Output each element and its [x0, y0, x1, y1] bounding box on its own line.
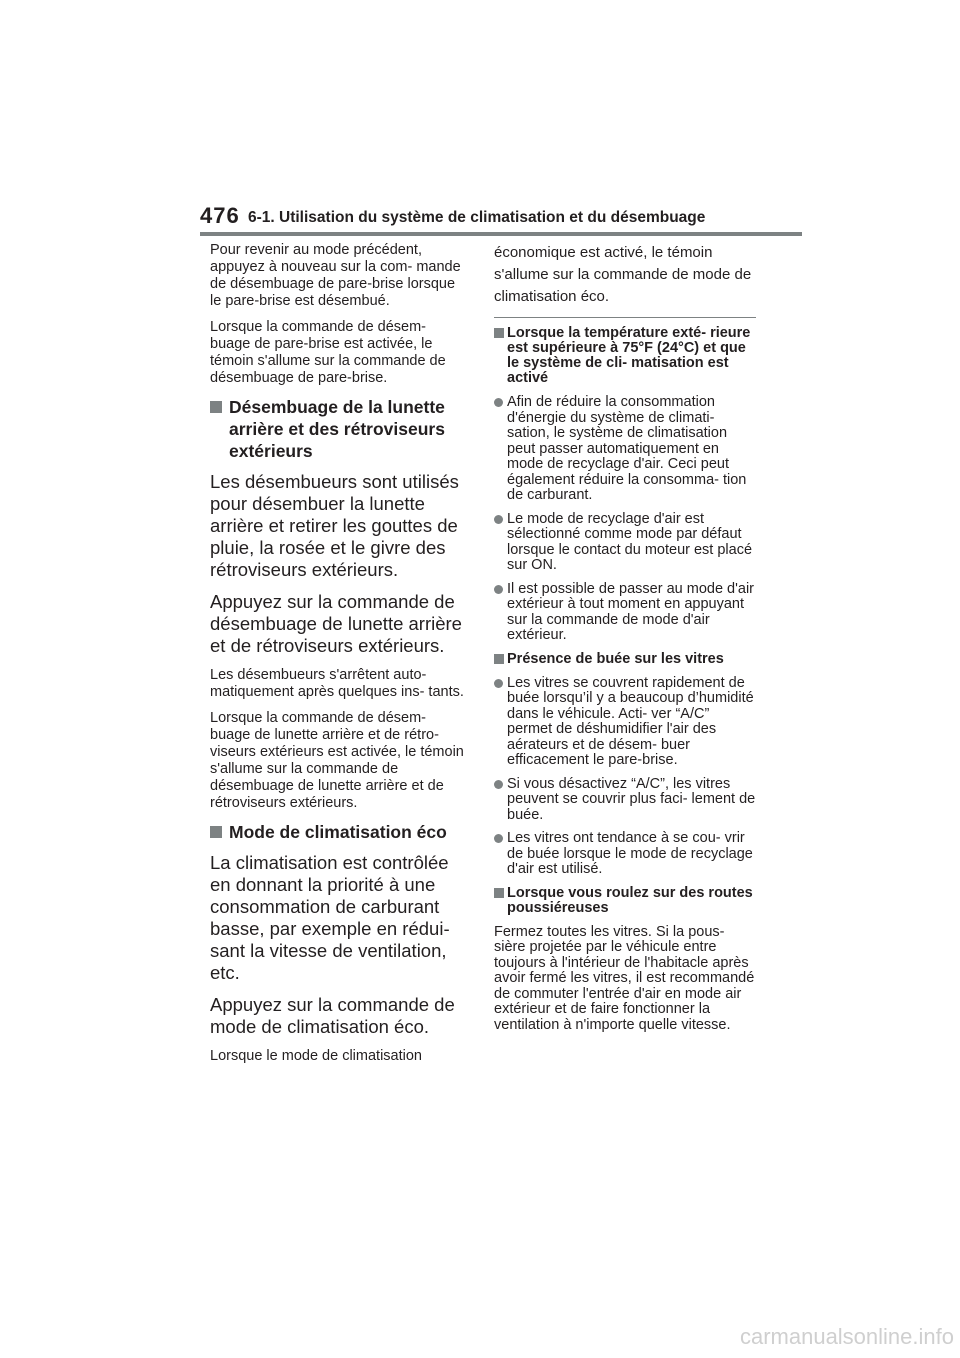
- square-bullet-icon: [494, 328, 504, 338]
- heading-text: Lorsque la température exté- rieure est supérieure à 75°F (24°C) et que le système de cli- matisation est activé: [507, 325, 751, 386]
- section-title: 6-1. Utilisation du système de climatisation et du désembuage: [248, 209, 706, 226]
- heading-text: Désembuage de la lunette arrière et des rétroviseurs extérieurs: [229, 397, 445, 461]
- paragraph: Appuyez sur la commande de mode de climatisation éco.: [210, 994, 455, 1037]
- subsection-heading: [494, 652, 756, 667]
- page-header: [200, 203, 802, 237]
- round-bullet-icon: [494, 398, 503, 407]
- square-bullet-icon: [494, 654, 504, 664]
- paragraph: Les désembueurs s'arrêtent auto- matiquement après quelques ins- tants.: [210, 667, 464, 700]
- list-item: [494, 582, 756, 644]
- paragraph: Lorsque la commande de désem- buage de pare-brise est activée, le témoin s'allume sur la commande de désembuage de pare-brise.: [210, 319, 446, 386]
- round-bullet-icon: [494, 679, 503, 688]
- item-text: Le mode de recyclage d'air est sélectionné comme mode par défaut lorsque le contact du moteur est placé sur ON.: [507, 510, 753, 573]
- round-bullet-icon: [494, 834, 503, 843]
- paragraph: Fermez toutes les vitres. Si la pous- sière projetée par le véhicule entre toujours à l'intérieur de l'habitacle après avoir fermé les vitres, il est recommandé de commuter l'entrée d'air en mode air extérieur et de faire fonctionner la ventilation à n'importe quelle vitesse.: [494, 923, 755, 1033]
- paragraph: Appuyez sur la commande de désembuage de lunette arrière et de rétroviseurs extérieurs.: [210, 591, 462, 656]
- paragraph: Pour revenir au mode précédent, appuyez à nouveau sur la com- mande de désembuage de pare-brise lorsque le pare-brise est désembué.: [210, 242, 461, 309]
- section-heading: [210, 821, 468, 843]
- list-item: [494, 831, 756, 878]
- heading-text: Présence de buée sur les vitres: [507, 650, 724, 667]
- round-bullet-icon: [494, 585, 503, 594]
- section-heading: [210, 396, 468, 462]
- item-text: Il est possible de passer au mode d'air extérieur à tout moment en appuyant sur la commande de mode d'air extérieur.: [507, 580, 754, 643]
- paragraph: Les désembueurs sont utilisés pour désembuer la lunette arrière et retirer les gouttes de pluie, la rosée et le givre des rétroviseurs extérieurs.: [210, 471, 459, 580]
- item-text: Les vitres ont tendance à se cou- vrir de buée lorsque le mode de recyclage d'air est utilisé.: [507, 830, 753, 877]
- heading-text: Mode de climatisation éco: [229, 822, 447, 842]
- list-item: [494, 777, 756, 824]
- divider: [494, 317, 756, 318]
- round-bullet-icon: [494, 780, 503, 789]
- item-text: Afin de réduire la consommation d'énergie du système de climati- sation, le système de climatisation peut passer automatiquement en mode de recyclage d'air. Ceci peut également réduire la consomma- tion de carburant.: [507, 394, 747, 503]
- paragraph: Lorsque le mode de climatisation: [210, 1048, 422, 1064]
- heading-text: Lorsque vous roulez sur des routes poussiéreuses: [507, 884, 753, 916]
- subsection-heading: [494, 886, 756, 916]
- square-bullet-icon: [494, 888, 504, 898]
- header-rule: [200, 232, 802, 236]
- left-column: [210, 242, 468, 1074]
- subsection-heading: [494, 326, 756, 386]
- list-item: [494, 676, 756, 769]
- right-column: [494, 242, 756, 1041]
- square-bullet-icon: [210, 826, 222, 838]
- paragraph: Lorsque la commande de désem- buage de lunette arrière et de rétro- viseurs extérieurs est activée, le témoin s'allume sur la commande de désembuage de lunette arrière et de rétroviseurs extérieurs.: [210, 710, 464, 811]
- list-item: [494, 512, 756, 574]
- watermark: carmanualsonline.info: [739, 1324, 954, 1349]
- round-bullet-icon: [494, 515, 503, 524]
- list-item: [494, 395, 756, 504]
- paragraph: économique est activé, le témoin s'allume sur la commande de mode de climatisation éco.: [494, 244, 752, 305]
- item-text: Les vitres se couvrent rapidement de buée lorsqu’il y a beaucoup d’humidité dans le véhicule. Acti- ver “A/C” permet de déshumidifier l'air des aérateurs et de désem- buer efficacement le pare-brise.: [507, 674, 754, 768]
- paragraph: La climatisation est contrôlée en donnant la priorité à une consommation de carburant basse, par exemple en rédui- sant la vitesse de ventilation, etc.: [210, 852, 450, 983]
- square-bullet-icon: [210, 401, 222, 413]
- item-text: Si vous désactivez “A/C”, les vitres peuvent se couvrir plus faci- lement de buée.: [507, 775, 756, 823]
- page-number: 476: [200, 203, 240, 228]
